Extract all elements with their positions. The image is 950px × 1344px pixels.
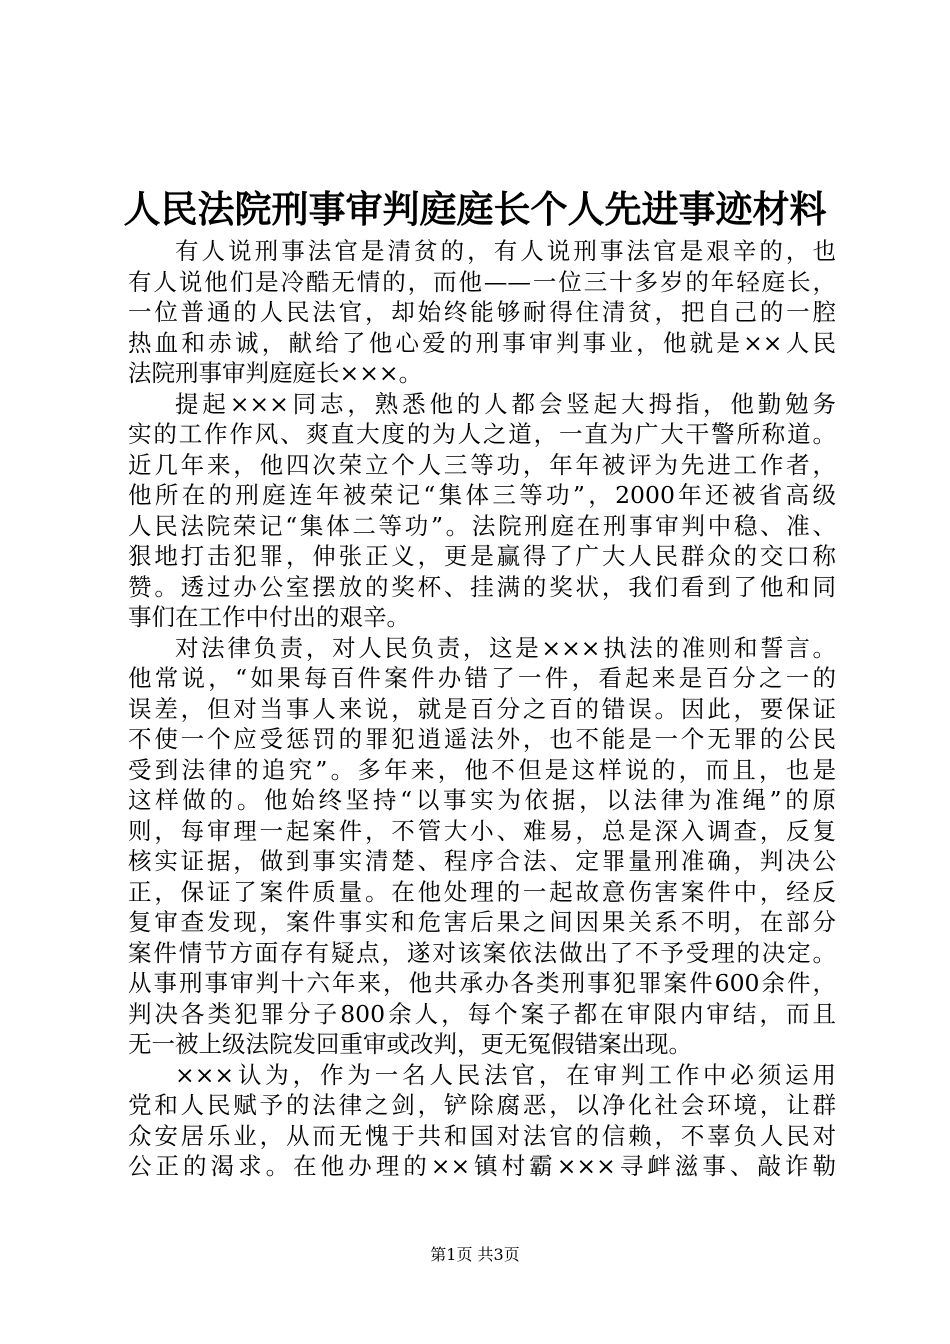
body-line: 判决各类犯罪分子800余人，每个案子都在审限内审结，而且 (128, 999, 836, 1028)
body-line: 无一被上级法院发回重审或改判，更无冤假错案出现。 (128, 1030, 692, 1058)
body-line: 核实证据，做到事实清楚、程序合法、定罪量刑准确，判决公 (128, 847, 836, 875)
body-line: 事们在工作中付出的艰辛。 (128, 603, 410, 631)
document-body (128, 236, 836, 1182)
body-line: 有人说刑事法官是清贫的，有人说刑事法官是艰辛的，也 (175, 237, 836, 265)
body-line: 他常说，“如果每百件案件办错了一件，看起来是百分之一的 (128, 664, 836, 692)
body-line: 公正的渴求。在他办理的××镇村霸×××寻衅滋事、敲诈勒 (128, 1152, 836, 1180)
body-line: 党和人民赋予的法律之剑，铲除腐恶，以净化社会环境，让群 (128, 1091, 836, 1119)
body-line: 对法律负责，对人民负责，这是×××执法的准则和誓言。 (175, 633, 836, 662)
body-line: 人民法院荣记“集体二等功”。法院刑庭在刑事审判中稳、准、 (128, 511, 836, 540)
body-line: 案件情节方面存有疑点，遂对该案依法做出了不予受理的决定。 (128, 938, 836, 967)
body-line: 这样做的。他始终坚持“以事实为依据，以法律为准绳”的原 (128, 786, 836, 814)
body-line: 实的工作作风、爽直大度的为人之道，一直为广大干警所称道。 (128, 420, 836, 448)
body-line: 提起×××同志，熟悉他的人都会竖起大拇指，他勤勉务 (175, 389, 836, 418)
body-line: 热血和赤诚，献给了他心爱的刑事审判事业，他就是××人民 (128, 328, 836, 357)
body-line: 众安居乐业，从而无愧于共和国对法官的信赖，不辜负人民对 (128, 1121, 836, 1150)
document-title: 人民法院刑事审判庭庭长个人先进事迹材料 (123, 187, 827, 231)
body-line: 赞。透过办公室摆放的奖杯、挂满的奖状，我们看到了他和同 (128, 572, 836, 601)
body-line: 有人说他们是冷酷无情的，而他——一位三十多岁的年轻庭长， (128, 267, 836, 296)
body-line: 正，保证了案件质量。在他处理的一起故意伤害案件中，经反 (128, 877, 836, 906)
body-line: 近几年来，他四次荣立个人三等功，年年被评为先进工作者， (128, 450, 836, 479)
body-line: 法院刑事审判庭庭长×××。 (128, 359, 423, 387)
body-line: 受到法律的追究”。多年来，他不但是这样说的，而且，也是 (128, 755, 836, 784)
body-line: ×××认为，作为一名人民法官，在审判工作中必须运用 (175, 1060, 836, 1089)
body-line: 不使一个应受惩罚的罪犯逍遥法外，也不能是一个无罪的公民 (128, 725, 836, 753)
body-line: 一位普通的人民法官，却始终能够耐得住清贫，把自己的一腔 (128, 298, 836, 326)
page-footer: 第1页 共3页 (430, 1245, 520, 1264)
body-line: 从事刑事审判十六年来，他共承办各类刑事犯罪案件600余件， (128, 969, 836, 997)
body-line: 狠地打击犯罪，伸张正义，更是赢得了广大人民群众的交口称 (128, 542, 836, 570)
body-line: 则，每审理一起案件，不管大小、难易，总是深入调查，反复 (128, 816, 836, 845)
body-line: 他所在的刑庭连年被荣记“集体三等功”，2000年还被省高级 (128, 481, 836, 509)
body-line: 误差，但对当事人来说，就是百分之百的错误。因此，要保证 (128, 694, 836, 723)
body-line: 复审查发现，案件事实和危害后果之间因果关系不明，在部分 (128, 908, 836, 936)
